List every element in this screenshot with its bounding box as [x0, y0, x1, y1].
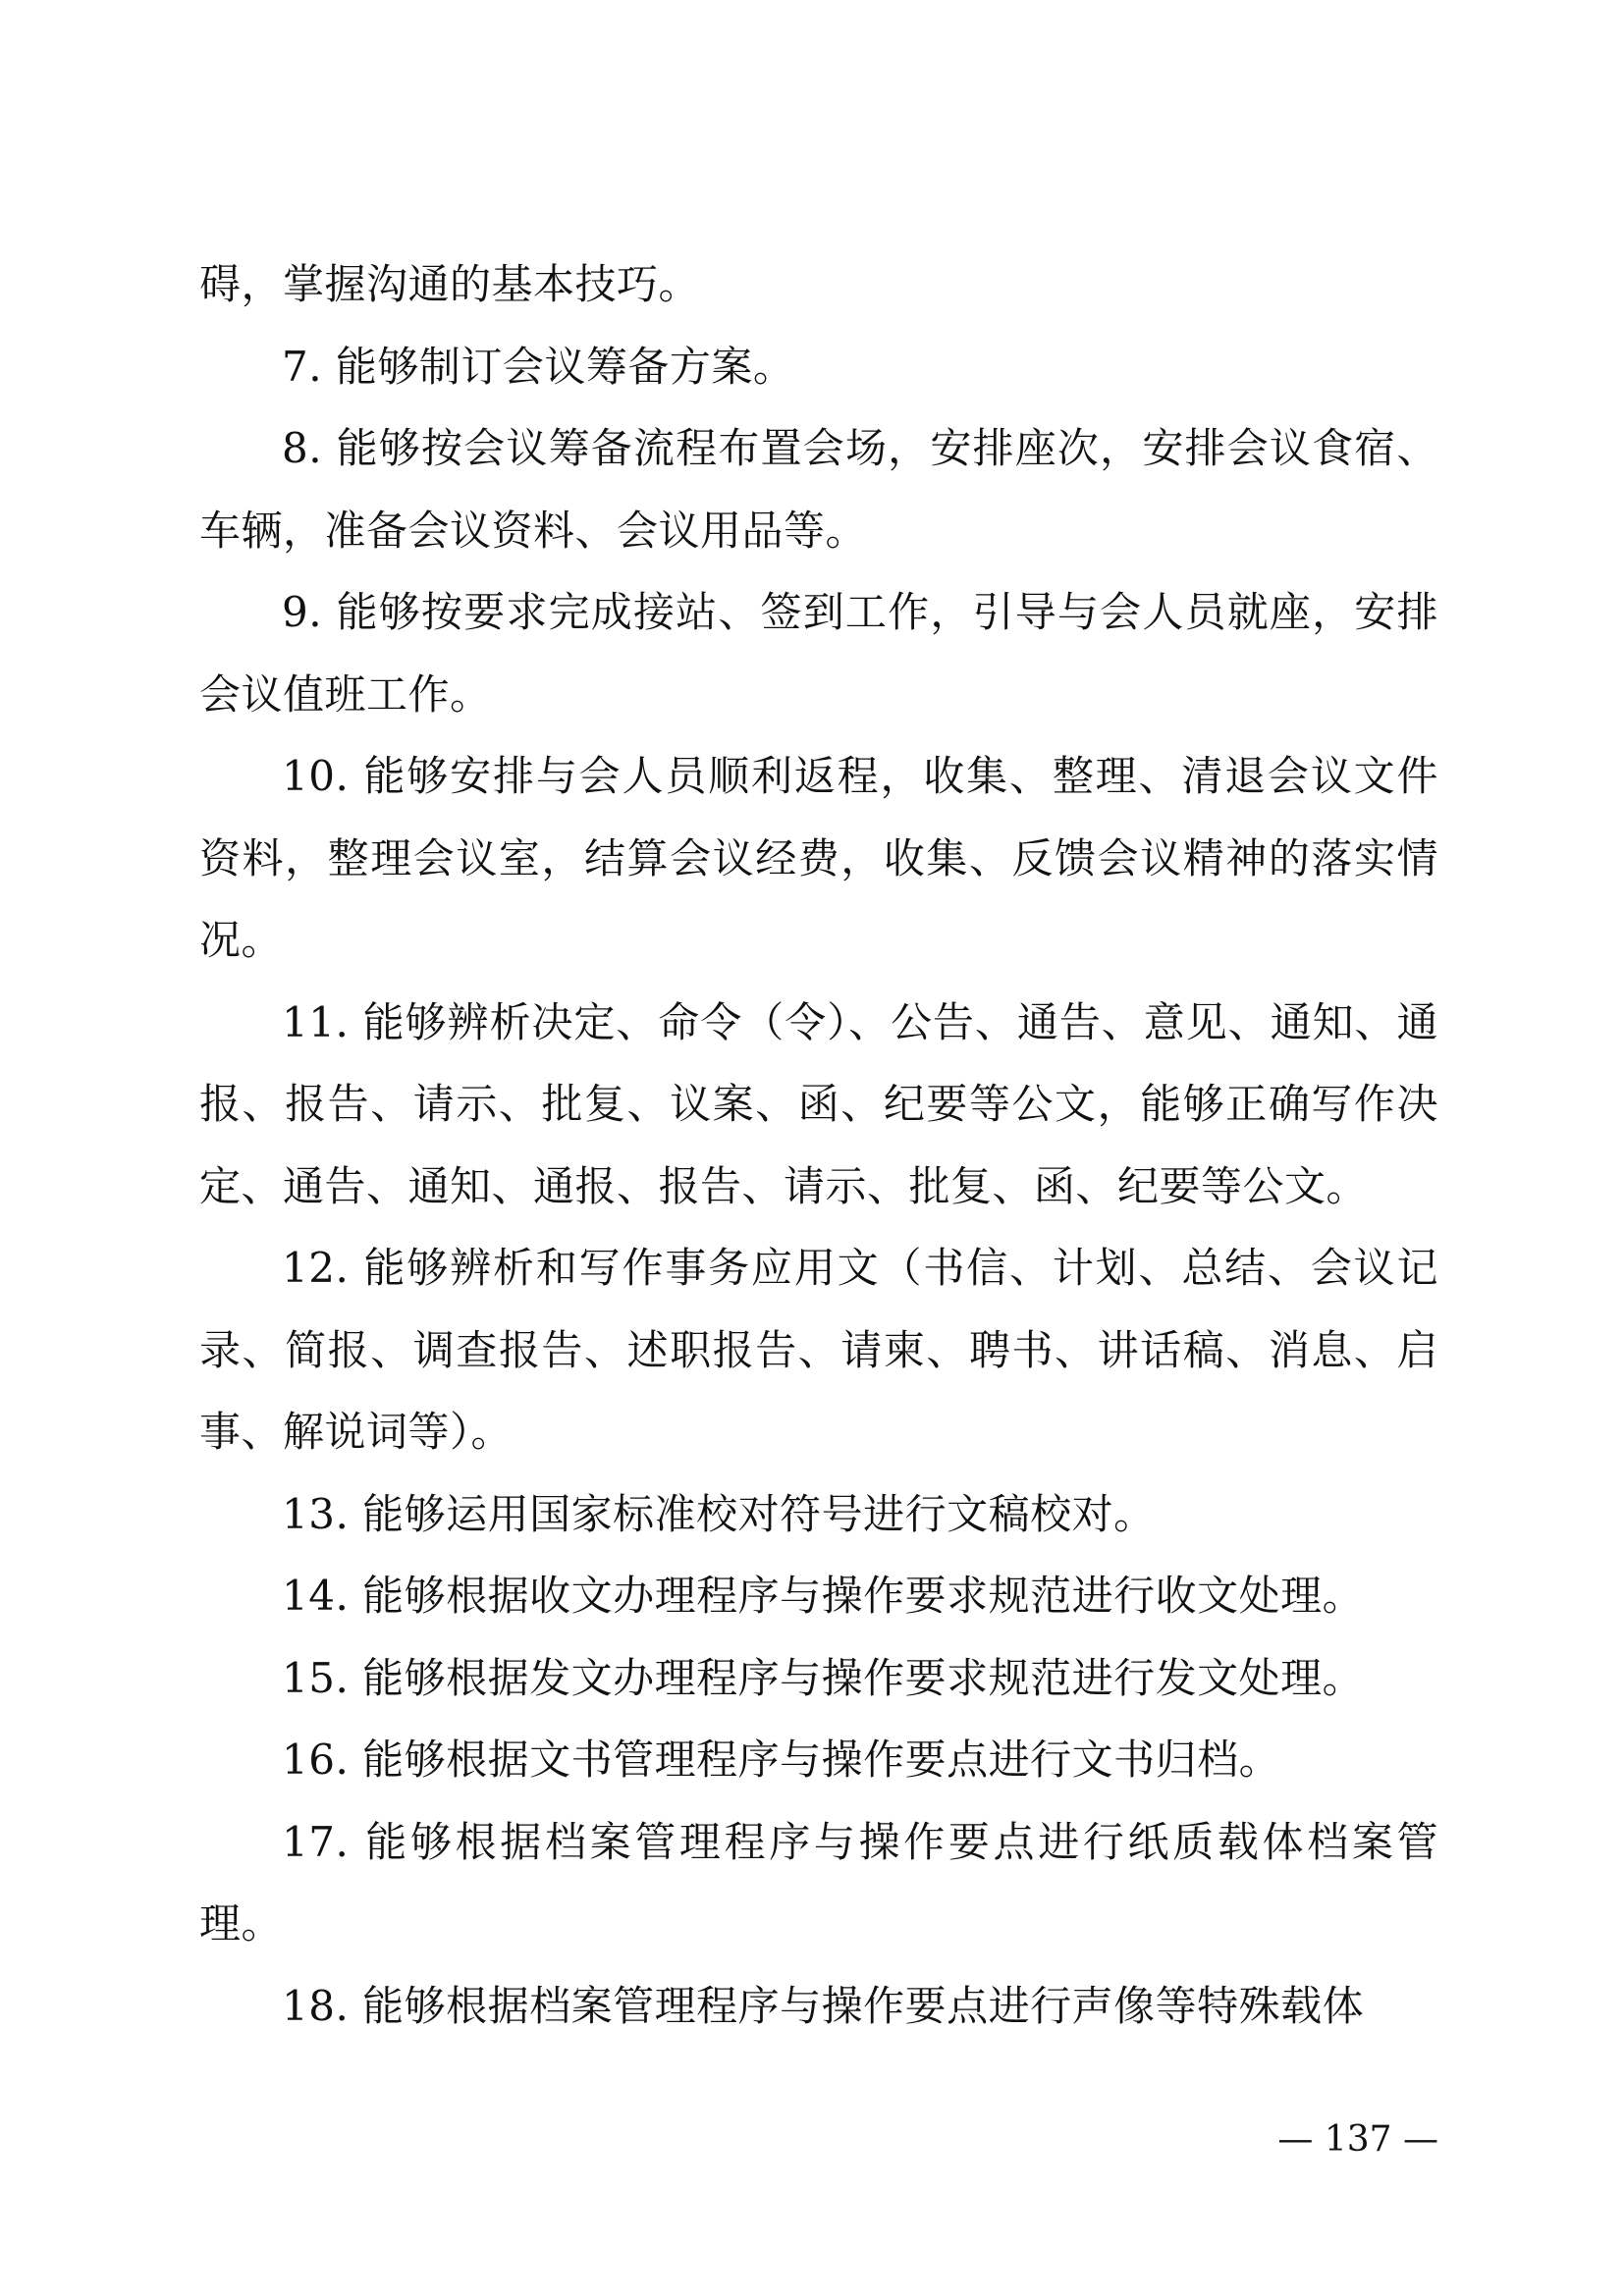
paragraph-item-9: 9. 能够按要求完成接站、签到工作，引导与会人员就座，安排会议值班工作。	[199, 588, 1438, 719]
paragraph-item-15: 15. 能够根据发文办理程序与操作要求规范进行发文处理。	[282, 1653, 1365, 1702]
paragraph-item-12: 12. 能够辨析和写作事务应用文（书信、计划、总结、会议记录、简报、调查报告、述职报告、请柬、聘书、讲话稿、消息、启事、解说词等）。	[199, 1244, 1438, 1456]
paragraph-continuation: 碍，掌握沟通的基本技巧。	[199, 260, 701, 308]
body-text	[199, 243, 1438, 2047]
paragraph-item-18: 18. 能够根据档案管理程序与操作要点进行声像等特殊载体	[282, 1981, 1365, 2030]
paragraph-item-10: 10. 能够安排与会人员顺利返程，收集、整理、清退会议文件资料，整理会议室，结算会议经费，收集、反馈会议精神的落实情况。	[199, 752, 1438, 964]
paragraph-item-14: 14. 能够根据收文办理程序与操作要求规范进行收文处理。	[282, 1572, 1365, 1620]
paragraph-item-16: 16. 能够根据文书管理程序与操作要点进行文书归档。	[282, 1735, 1281, 1784]
paragraph-item-11: 11. 能够辨析决定、命令（令）、公告、通告、意见、通知、通报、报告、请示、批复、议案、函、纪要等公文，能够正确写作决定、通告、通知、通报、报告、请示、批复、函、纪要等公文。	[199, 997, 1438, 1210]
paragraph-item-17: 17. 能够根据档案管理程序与操作要点进行纸质载体档案管理。	[199, 1817, 1438, 1948]
paragraph-item-8: 8. 能够按会议筹备流程布置会场，安排座次，安排会议食宿、车辆，准备会议资料、会议用品等。	[199, 424, 1438, 555]
paragraph-item-13: 13. 能够运用国家标准校对符号进行文稿校对。	[282, 1489, 1156, 1538]
page-number: — 137 —	[1277, 2119, 1438, 2160]
paragraph-item-7: 7. 能够制订会议筹备方案。	[282, 342, 795, 391]
